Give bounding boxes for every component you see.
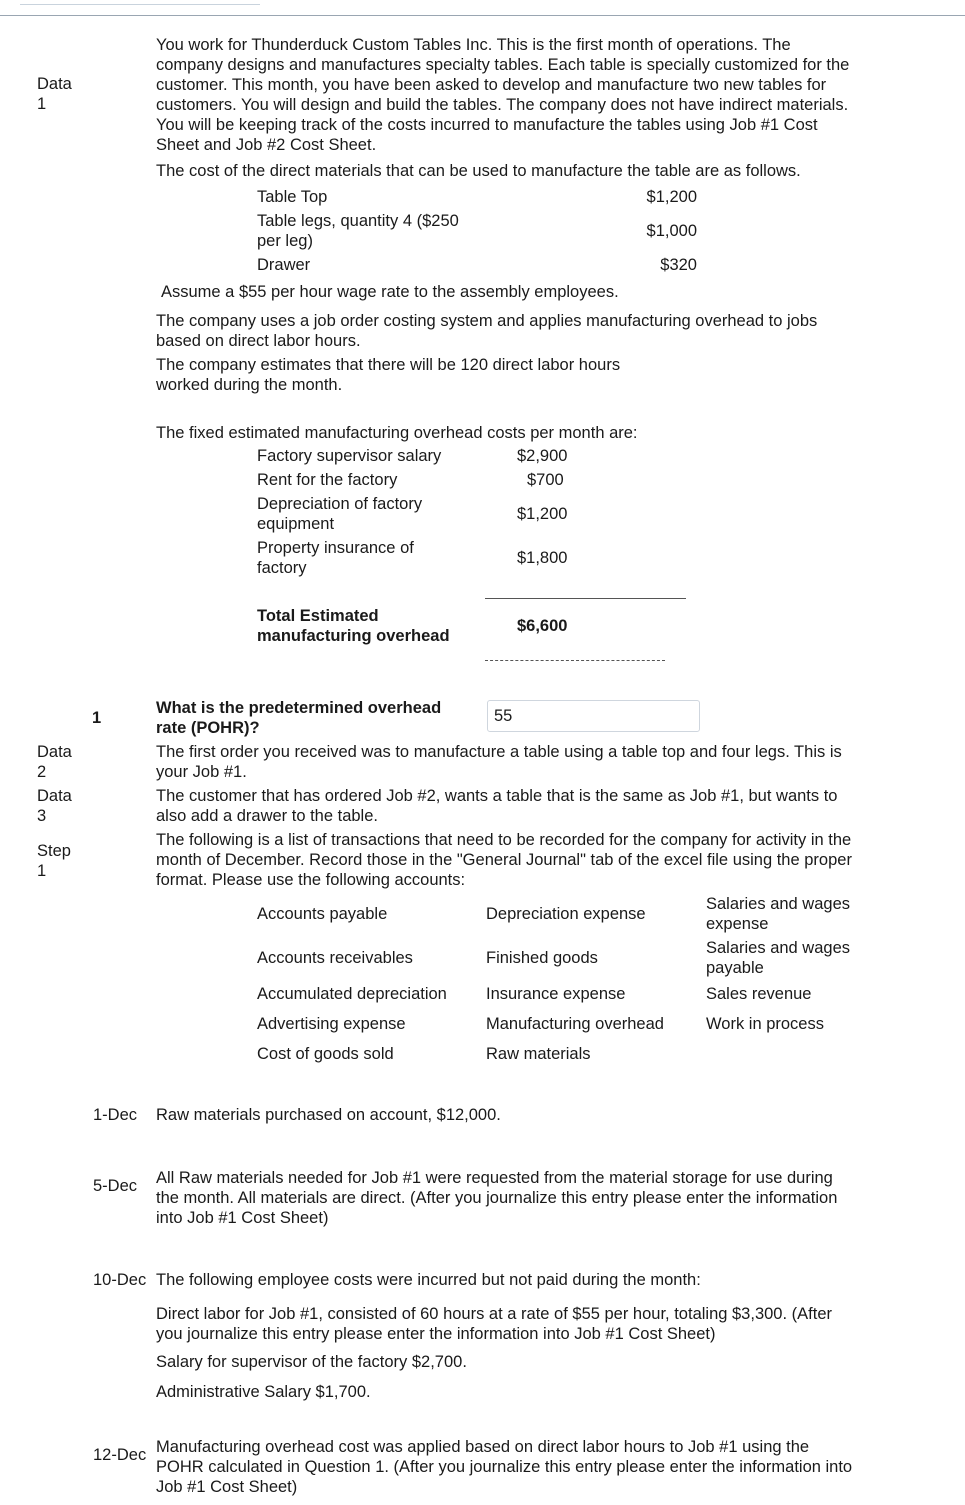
account-item: Accounts receivables — [257, 949, 413, 967]
side-label-data-1: Data 1 — [37, 75, 72, 113]
total-overhead-label: Total Estimated manufacturing overhead — [257, 607, 450, 645]
transaction-subitem: Direct labor for Job #1, consisted of 60 hours at a rate of $55 per hour, totaling $3,300. (After you journalize this entry please enter the information into Job #1 Cost Sheet) — [156, 1305, 832, 1343]
overhead-item-name: Rent for the factory — [257, 471, 398, 489]
question-text: What is the predetermined overhead rate (POHR)? — [156, 699, 442, 737]
material-name: Table Top — [257, 188, 328, 206]
step1-instructions: The following is a list of transactions that need to be recorded for the company for activity in the month of December. Record those in the "General Journal" tab of the excel file using the proper format. Please use the following accounts: — [156, 831, 852, 889]
transaction-subitem: Administrative Salary $1,700. — [156, 1383, 371, 1401]
materials-heading: The cost of the direct materials that can be used to manufacture the table are as follows. — [156, 162, 801, 180]
header-remnant — [20, 0, 260, 5]
overhead-heading: The fixed estimated manufacturing overhead costs per month are: — [156, 424, 638, 442]
transaction-text: Manufacturing overhead cost was applied based on direct labor hours to Job #1 using the POHR calculated in Question 1. (After you journalize this entry please enter the information into Job #1 Cost Sheet) — [156, 1438, 853, 1496]
material-cost: $320 — [660, 256, 697, 274]
transaction-subitem: Salary for supervisor of the factory $2,700. — [156, 1353, 467, 1371]
header-divider — [0, 15, 965, 16]
question-number: 1 — [92, 709, 102, 727]
overhead-item-cost: $2,900 — [517, 447, 568, 465]
account-item: Accumulated depreciation — [257, 985, 447, 1003]
account-item: Manufacturing overhead — [486, 1015, 664, 1033]
account-item: Raw materials — [486, 1045, 591, 1063]
account-item: Depreciation expense — [486, 905, 646, 923]
transaction-date: 12-Dec — [93, 1446, 147, 1464]
side-label-step-1: Step 1 — [37, 842, 71, 880]
side-label-data-2: Data 2 — [37, 743, 72, 781]
material-cost: $1,200 — [646, 188, 697, 206]
costing-note: The company uses a job order costing system and applies manufacturing overhead to jobs based on direct labor hours. — [156, 312, 818, 350]
overhead-item-name: Property insurance of factory — [257, 539, 414, 577]
account-item: Salaries and wages expense — [706, 895, 851, 933]
intro-paragraph: You work for Thunderduck Custom Tables Inc. This is the first month of operations. The company designs and manufactures specialty tables. Each table is specially customized for the customer. This month, you have been asked to develop and manufacture two new tables for customers. You will design and build the tables. The company does not have indirect materials. You will be keeping track of the costs incurred to manufacture the tables using Job #1 Cost Sheet and Job #2 Cost Sheet. — [156, 36, 850, 154]
pohr-answer-input[interactable]: 55 — [487, 700, 700, 732]
transaction-text: All Raw materials needed for Job #1 were requested from the material storage for use during the month. All materials are direct. (After you journalize this entry please enter the information into Job #1 Cost Sheet) — [156, 1169, 838, 1227]
total-overhead-value: $6,600 — [517, 617, 568, 635]
transaction-date: 1-Dec — [93, 1106, 138, 1124]
hours-note: The company estimates that there will be 120 direct labor hours worked during the month. — [156, 356, 621, 394]
account-item: Cost of goods sold — [257, 1045, 394, 1063]
account-item: Insurance expense — [486, 985, 626, 1003]
account-item: Work in process — [706, 1015, 824, 1033]
transaction-date: 10-Dec — [93, 1271, 147, 1289]
wage-note: Assume a $55 per hour wage rate to the assembly employees. — [161, 283, 619, 301]
account-item: Salaries and wages payable — [706, 939, 851, 977]
transaction-text: The following employee costs were incurred but not paid during the month: — [156, 1271, 701, 1289]
overhead-item-cost: $1,200 — [517, 505, 568, 523]
job2-description: The customer that has ordered Job #2, wants a table that is the same as Job #1, but wants to also add a drawer to the table. — [156, 787, 838, 825]
account-item: Finished goods — [486, 949, 598, 967]
overhead-item-cost: $700 — [527, 471, 564, 489]
material-name: Drawer — [257, 256, 311, 274]
side-label-data-3: Data 3 — [37, 787, 72, 825]
job1-description: The first order you received was to manufacture a table using a table top and four legs. This is your Job #1. — [156, 743, 842, 781]
transaction-text: Raw materials purchased on account, $12,000. — [156, 1106, 501, 1124]
material-cost: $1,000 — [646, 222, 697, 240]
account-item: Sales revenue — [706, 985, 812, 1003]
dashed-rule — [485, 660, 665, 661]
total-rule — [485, 598, 686, 599]
transaction-date: 5-Dec — [93, 1177, 138, 1195]
overhead-item-name: Depreciation of factory equipment — [257, 495, 423, 533]
overhead-item-cost: $1,800 — [517, 549, 568, 567]
material-name: Table legs, quantity 4 ($250 per leg) — [257, 212, 459, 250]
overhead-item-name: Factory supervisor salary — [257, 447, 442, 465]
account-item: Advertising expense — [257, 1015, 406, 1033]
account-item: Accounts payable — [257, 905, 388, 923]
